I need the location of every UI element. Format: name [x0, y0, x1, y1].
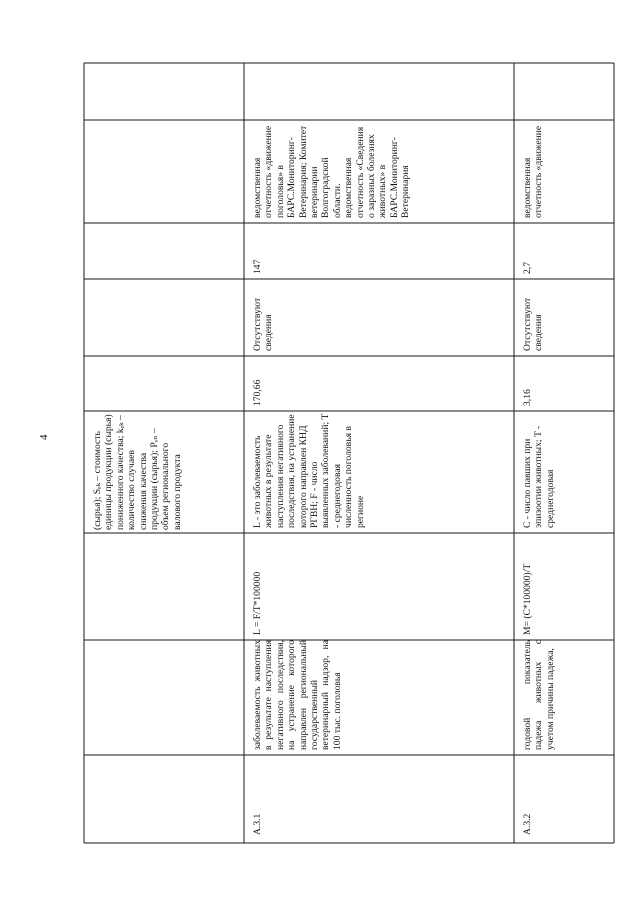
row3-value3: 2,7 — [522, 262, 533, 274]
row2-value2: Отсутствуют сведения — [252, 297, 275, 351]
row2-value1: 170,66 — [252, 379, 263, 406]
row3-code: А.3.2 — [522, 813, 533, 835]
row3-description: C - число павших при эпизоотии животных; T - среднегодовая — [522, 425, 556, 528]
row3-value1: 3,16 — [522, 389, 533, 406]
row3-source: ведомственная отчетность «движение — [522, 125, 545, 218]
row1-description: (сырья); Sₑₖ – стоимость единицы продукции (сырья) пониженного качества; kₑₖ – количество случаев снижения качества продукции (сырья); Pᵥₙ – объем регионального валового продукта — [92, 414, 183, 530]
row3-formula: M= (C*100000)/T — [522, 563, 533, 635]
row2-description: L - это заболеваемость животных в результате наступления негативного последствия, на устранение которого направлен КНД РГВН; F - число выявленных заболеваний; T - среднегодовая численность поголовья в регионе — [252, 413, 366, 528]
row2-name: заболеваемость животных в результате наступления негативного последствия, на устранение которого направлен региональный государственный ветеринарный надзор, на 100 тыс. поголовья — [252, 640, 343, 750]
page-number: 4 — [38, 434, 50, 440]
row2-value3: 147 — [252, 259, 263, 274]
row2-formula: L = F/T*100000 — [252, 571, 263, 635]
row2-source: ведомственная отчетность «движение поголовья» в БАРС.Мониторинг-Ветеринария; Комитет ветеринарии Волгоградской области. ведомственная отчетность «Сведения о заразных болезнях животных» в БАРС.Мониторинг-Ветеринария — [252, 125, 412, 218]
row3-value2: Отсутствуют сведения — [522, 297, 545, 351]
row3-name: годовой показатель падежа животных с учетом причины падежа, — [522, 640, 556, 750]
row2-code: А.3.1 — [252, 813, 263, 835]
